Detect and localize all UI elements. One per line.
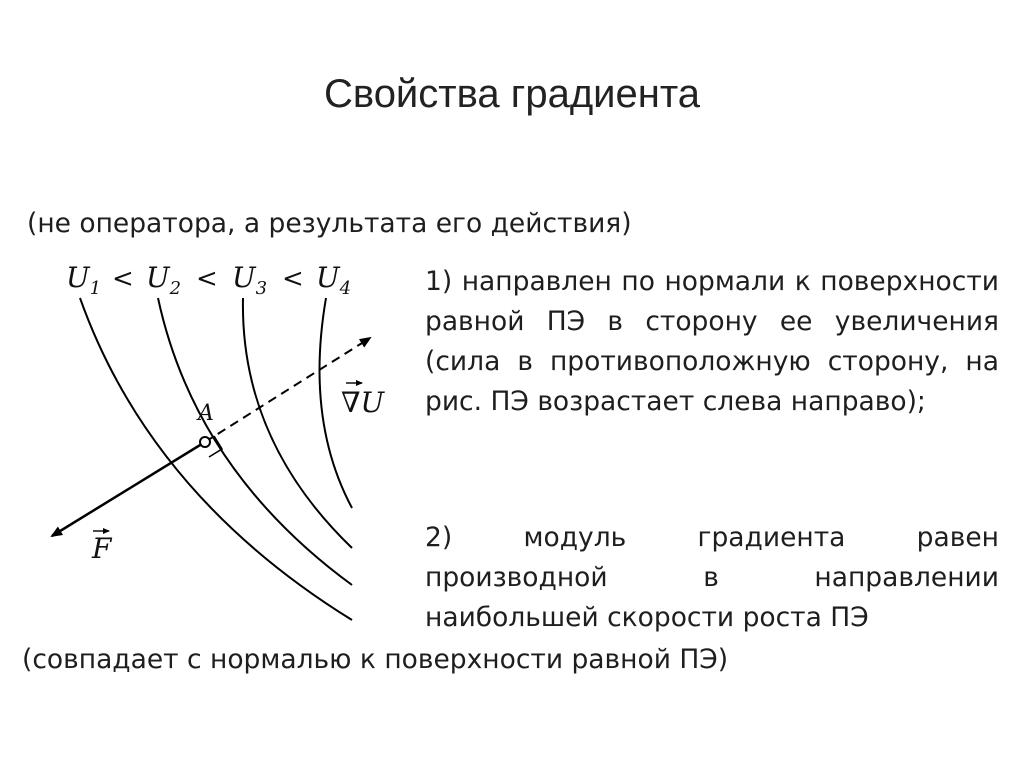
curve-label-u3: $U_3$ — [232, 261, 268, 299]
gradient-label: ∇U — [341, 386, 385, 419]
point-a — [200, 437, 210, 447]
subtitle: (не оператора, а результата его действия) — [27, 208, 632, 239]
force-label: F — [92, 532, 112, 565]
equipotential-curve-2 — [158, 298, 352, 585]
property-1-text: 1) направлен по нормали к поверхности равной ПЭ в сторону ее увеличения (сила в противоположную сторону, на рис. ПЭ возрастает слева направо); — [425, 266, 999, 417]
equipotential-curve-1 — [80, 298, 352, 620]
point-a-label: A — [198, 401, 214, 426]
less-than-sign: < — [196, 264, 218, 294]
slide-title: Свойства градиента — [324, 72, 700, 116]
less-than-sign: < — [282, 264, 304, 294]
equipotential-curve-3 — [243, 298, 352, 548]
footer-note: (совпадает с нормалью к поверхности равной ПЭ) — [22, 644, 729, 675]
curve-label-u1: $U_1$ — [66, 261, 102, 299]
force-arrow — [52, 442, 205, 536]
curve-label-u4: $U_4$ — [316, 261, 352, 299]
curve-label-u2: $U_2$ — [146, 261, 182, 299]
less-than-sign: < — [112, 264, 134, 294]
property-2-text: 2) модуль градиента равен производной в направлении наибольшей скорости роста ПЭ — [425, 522, 999, 633]
curve-labels — [66, 261, 351, 299]
